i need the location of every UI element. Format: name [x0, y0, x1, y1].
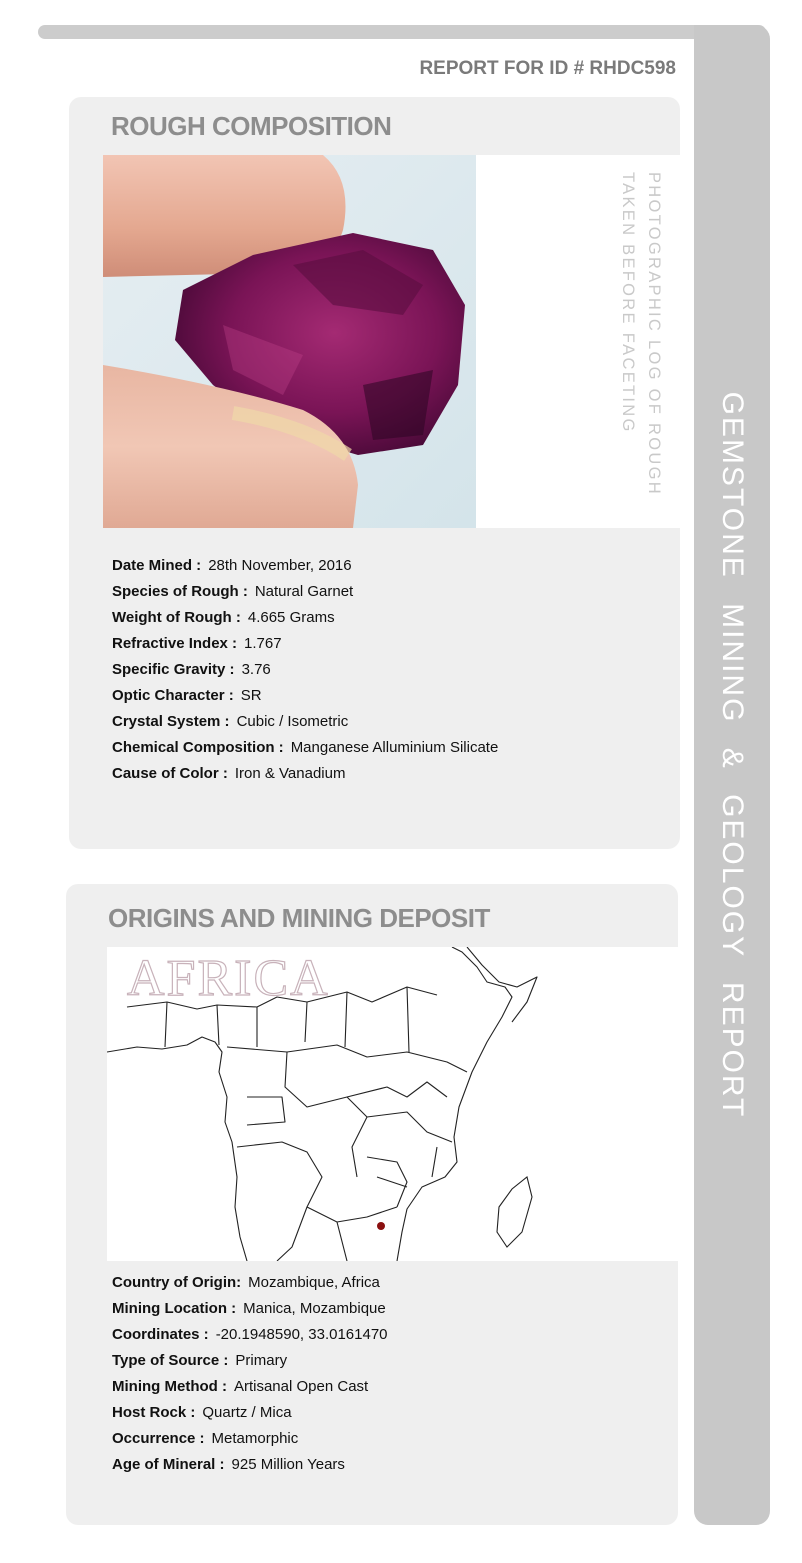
fact-row — [112, 1452, 388, 1478]
fact-label: Occurrence : — [112, 1430, 205, 1447]
fact-row — [112, 1322, 388, 1348]
fact-value: 4.665 Grams — [247, 609, 335, 626]
fact-row — [112, 657, 498, 683]
origin-facts-list — [112, 1270, 388, 1478]
fact-label: Date Mined : — [112, 557, 202, 574]
fact-value: 1.767 — [244, 635, 282, 652]
fact-label: Type of Source : — [112, 1352, 229, 1369]
fact-label: Weight of Rough : — [112, 609, 241, 626]
top-bar — [38, 25, 766, 39]
fact-row — [112, 761, 498, 787]
photo-caption-line-1: PHOTOGRAPHIC LOG OF ROUGH — [645, 172, 663, 496]
fact-label: Specific Gravity : — [112, 661, 235, 678]
fact-value: Quartz / Mica — [202, 1404, 292, 1421]
fact-label: Coordinates : — [112, 1326, 209, 1343]
fact-label: Crystal System : — [112, 713, 230, 730]
map-title: AFRICA — [127, 950, 330, 1007]
fact-row — [112, 735, 498, 761]
side-title: GEMSTONE MINING & GEOLOGY REPORT — [716, 391, 749, 1119]
photo-caption — [615, 172, 667, 496]
fact-label: Species of Rough : — [112, 583, 248, 600]
fact-value: 3.76 — [241, 661, 271, 678]
report-id: REPORT FOR ID # RHDC598 — [419, 58, 676, 79]
fact-row — [112, 553, 498, 579]
origins-heading: ORIGINS AND MINING DEPOSIT — [108, 903, 490, 933]
fact-label: Host Rock : — [112, 1404, 196, 1421]
fact-label: Mining Method : — [112, 1378, 227, 1395]
fact-value: 28th November, 2016 — [208, 557, 352, 574]
rough-composition-heading: ROUGH COMPOSITION — [111, 111, 392, 141]
fact-row — [112, 683, 498, 709]
fact-row — [112, 1400, 388, 1426]
fact-label: Refractive Index : — [112, 635, 238, 652]
mine-location-marker — [377, 1222, 385, 1230]
fact-row — [112, 1348, 388, 1374]
rough-facts-list — [112, 553, 498, 787]
fact-value: Artisanal Open Cast — [233, 1378, 369, 1395]
fact-label: Mining Location : — [112, 1300, 237, 1317]
fact-value: Manica, Mozambique — [243, 1300, 386, 1317]
fact-value: Primary — [235, 1352, 288, 1369]
fact-value: Iron & Vanadium — [234, 765, 346, 782]
fact-value: Natural Garnet — [254, 583, 354, 600]
fact-value: Manganese Alluminium Silicate — [290, 739, 499, 756]
photo-area — [103, 155, 680, 528]
fact-label: Age of Mineral : — [112, 1456, 225, 1473]
fact-row — [112, 1426, 388, 1452]
fact-row — [112, 1296, 388, 1322]
photo-caption-line-2: TAKEN BEFORE FACETING — [619, 172, 637, 434]
fact-row — [112, 605, 498, 631]
fact-label: Cause of Color : — [112, 765, 228, 782]
fact-label: Chemical Composition : — [112, 739, 284, 756]
africa-map — [107, 947, 678, 1261]
fact-value: SR — [240, 687, 262, 704]
fact-value: Metamorphic — [211, 1430, 299, 1447]
fact-value: -20.1948590, 33.0161470 — [215, 1326, 388, 1343]
fact-row — [112, 1374, 388, 1400]
fact-label: Optic Character : — [112, 687, 234, 704]
fact-value: 925 Million Years — [231, 1456, 345, 1473]
fact-value: Cubic / Isometric — [236, 713, 349, 730]
fact-row — [112, 709, 498, 735]
fact-row — [112, 631, 498, 657]
gemstone-photo — [103, 155, 476, 528]
fact-label: Country of Origin: — [112, 1274, 242, 1291]
fact-value: Mozambique, Africa — [248, 1274, 380, 1291]
fact-row — [112, 1270, 388, 1296]
fact-row — [112, 579, 498, 605]
